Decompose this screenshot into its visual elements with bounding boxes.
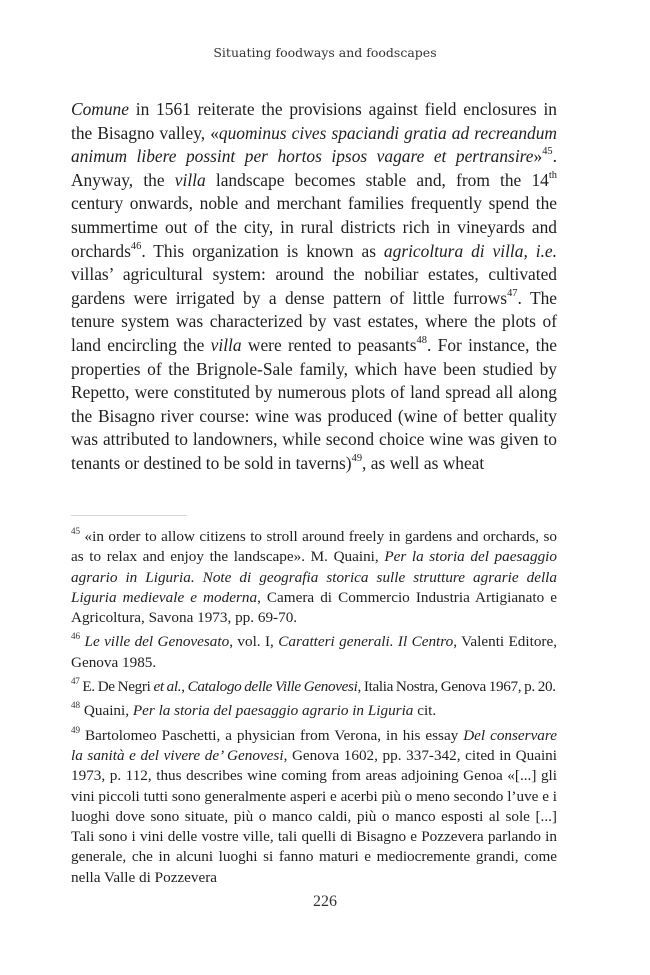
footnote-48: $^{48}$ Quaini, Per la storia del paesaggio agrario in Liguria cit. [71,700,437,720]
footnote-ref-49[interactable]: 49 [351,453,363,465]
footnote-ref-45[interactable]: 45 [542,146,553,158]
footnote-ref-46[interactable]: 46 [130,240,142,252]
body-paragraph: Comune in 1561 reiterate the provisions against field enclosures in the Bisagno valley, «quominus cives spaciandi gratia ad recreandum animum libere possint per hortos ipsos vagare et pertransire»$^{45}$. Anyway, the villa landscape becomes stable and, from the 14th century onwards, noble and merchant families frequently spend the summertime out of the city, in rural districts rich in vineyards and orchards$^{46}$. This organization is known as agricoltura di villa, i.e. villas’ agricultural system: around the nobiliar estates, cultivated gardens were irrigated by a dense pattern of little furrows$^{47}$. The tenure system was characterized by vast estates, where the plots of land encircling the villa were rented to peasants$^{48}$. For instance, the properties of the Brignole-Sale family, which have been studied by Repetto, were constituted by numerous plots of land spread all along the Bisagno river course: wine was produced (wine of better quality was attributed to landowners, while second choice wine was given to tenants or destined to be sold in taverns)$^{49}$, as well as wheat [71,99,558,473]
main-text [71,98,557,476]
footnote-45: $^{45}$ «in order to allow citizens to stroll around freely in gardens and orchards, so as to relax and enjoy the landscape». M. Quaini, Per la storia del paesaggio agrario in Liguria. Note di geografia storica sulle strutture agrarie della Liguria medievale e moderna, Camera di Commercio Industria Artigianato e Agricoltura, Savona 1973, pp. 69-70. [71,526,558,627]
running-head: Situating foodways and foodscapes [213,45,437,60]
footnote-47: $^{47}$ E. De Negri et al., Catalogo delle Ville Genovesi, Italia Nostra, Genova 1967, p. 20. [71,676,556,696]
footnote-ref-47[interactable]: 47 [507,287,518,299]
footnote-separator [71,515,187,516]
footnote-ref-48[interactable]: 48 [416,335,427,347]
page-number: 226 [313,893,337,910]
footnote-46: $^{46}$ Le ville del Genovesato, vol. I, Caratteri generali. Il Centro, Valenti Editore, Genova 1985. [71,631,558,671]
footnote-49: $^{49}$ Bartolomeo Paschetti, a physician from Verona, in his essay Del conservare la sanità e del vivere de’ Genovesi, Genova 1602, pp. 337-342, cited in Quaini 1973, p. 112, thus describes wine coming from areas adjoining Genoa «[...] gli vini piccoli tutti sono generalmente asperi e acerbi più o meno secondo l’uve e i luoghi dove sono situate, più o manco caldi, più o manco esposti al sole [...] Tali sono i vini delle vostre ville, tali quelli di Bisagno e Pozzevera parlando in generale, che in alcuni luoghi si fanno maturi e mediocremente grandi, come nella Valle di Pozzevera [71,724,557,886]
footnotes [71,527,557,892]
